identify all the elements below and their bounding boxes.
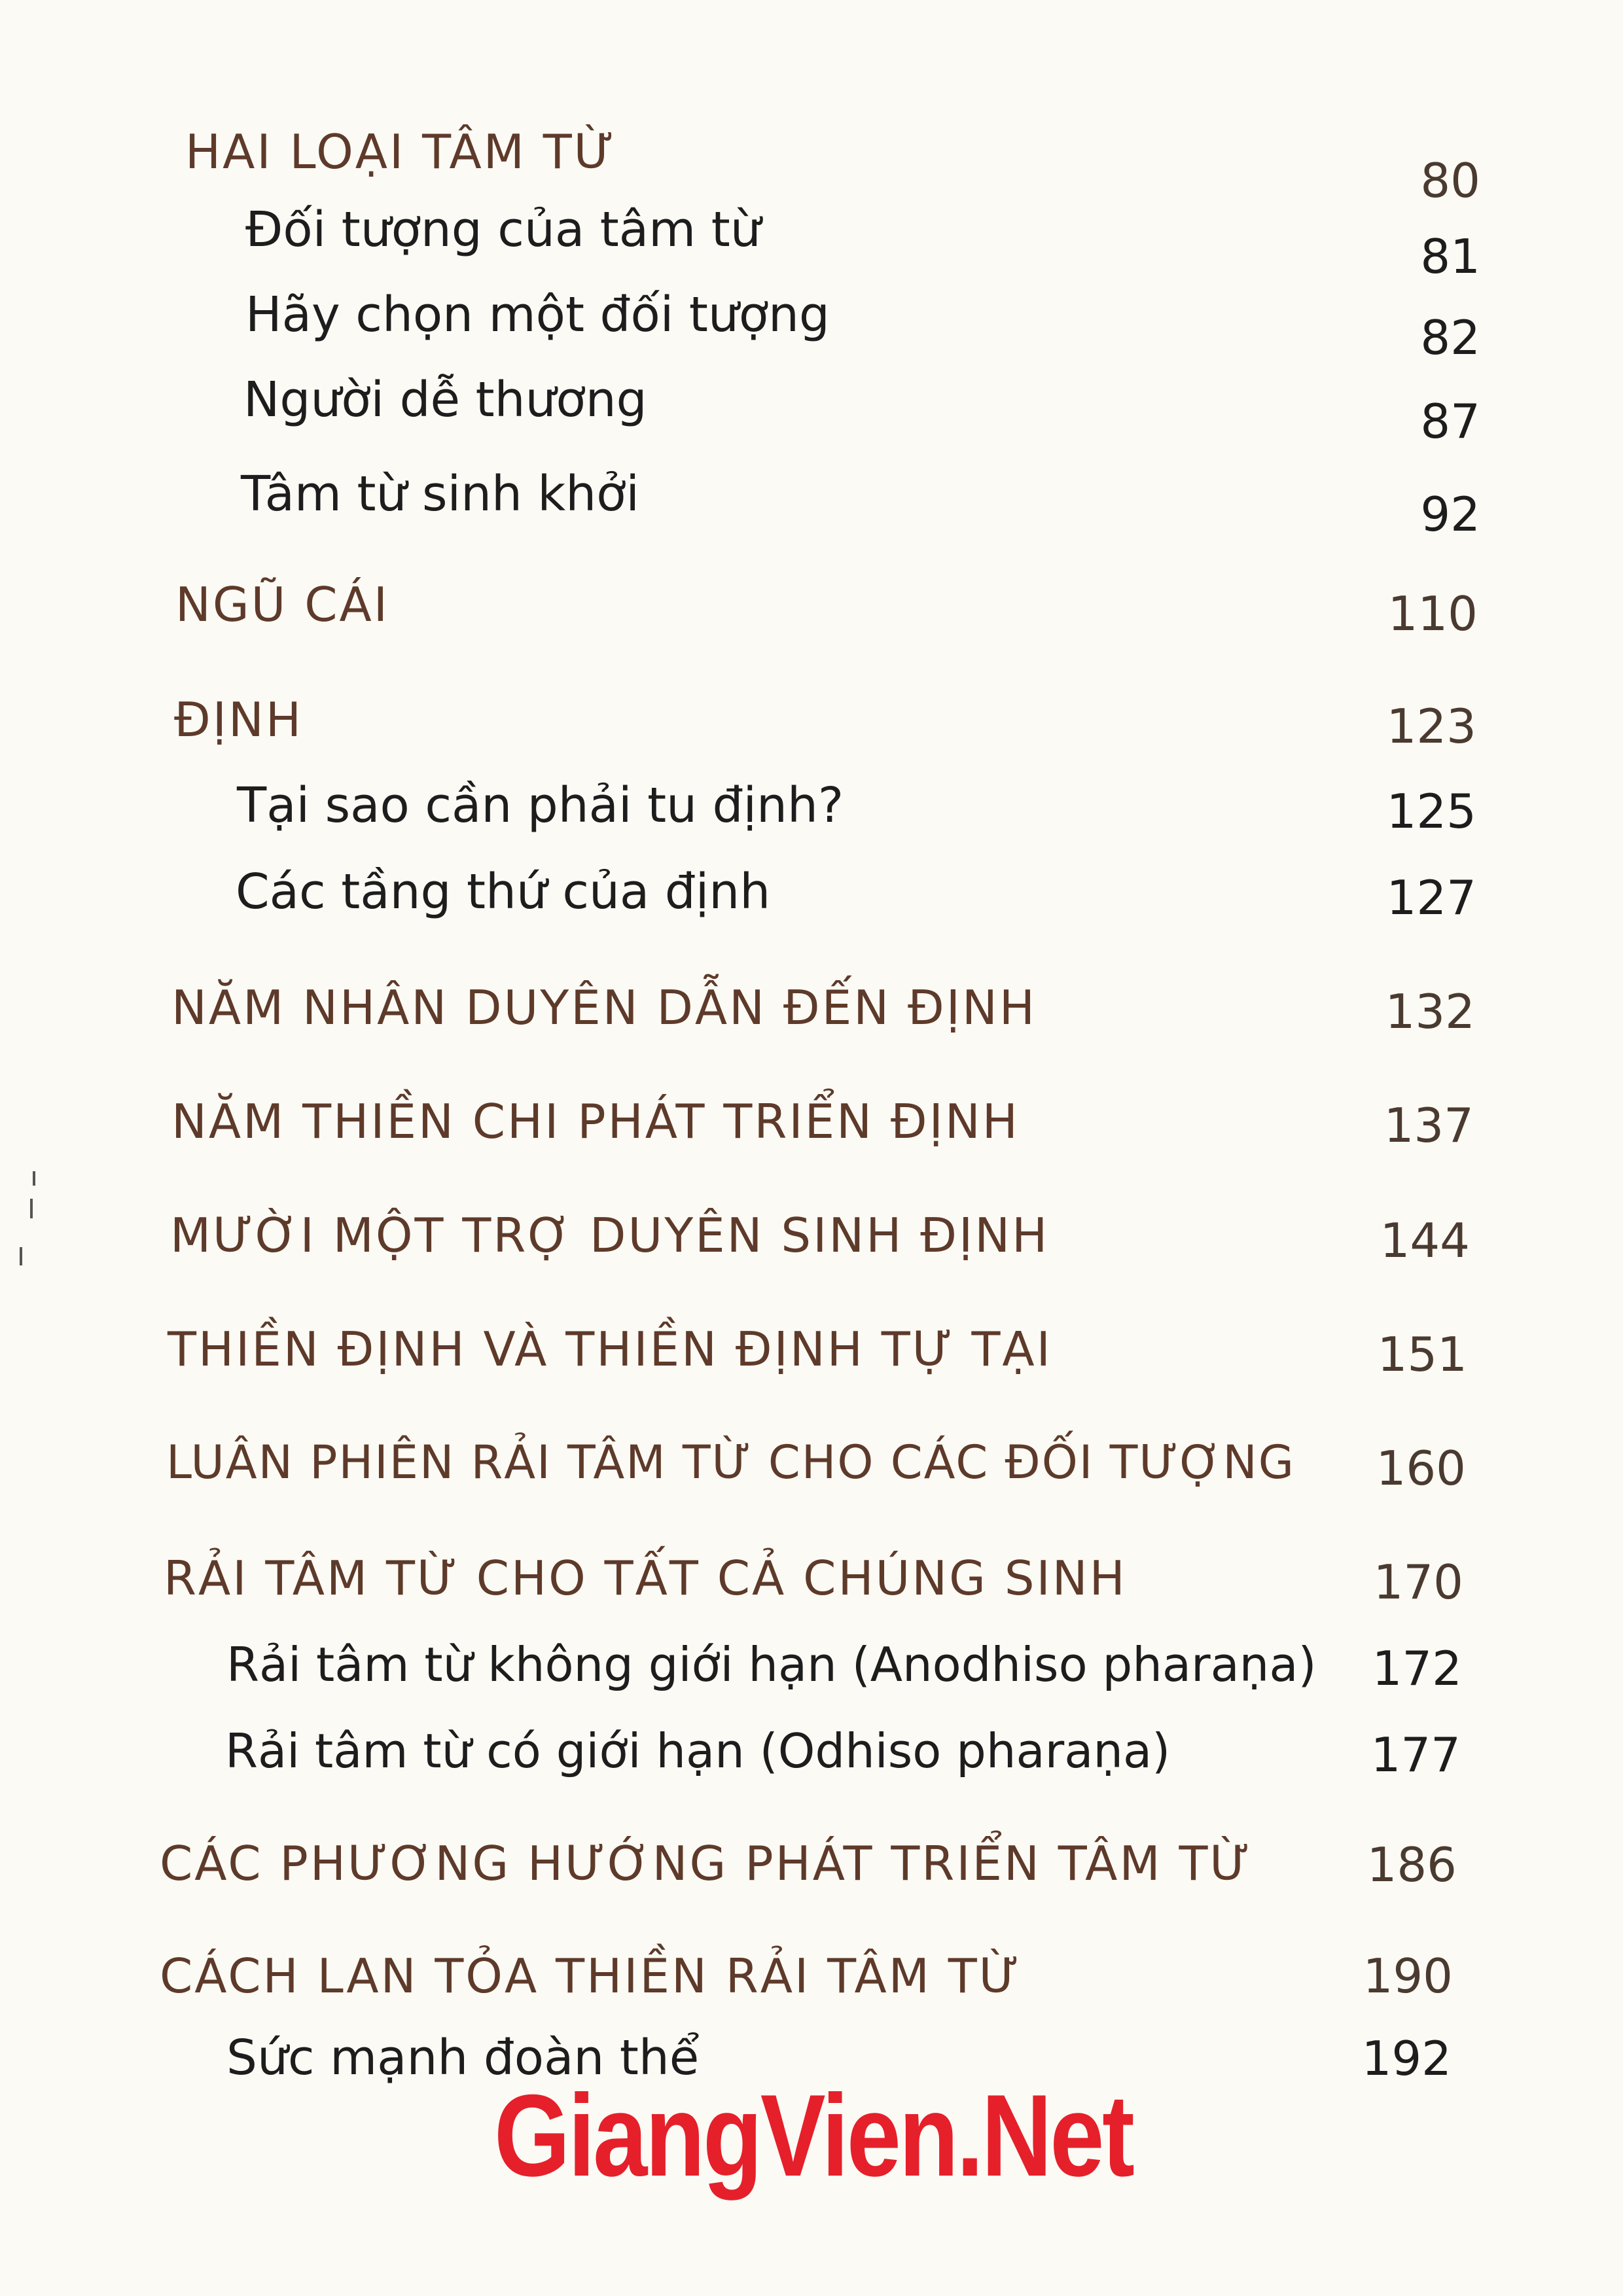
toc-section-title: Rải tâm từ không giới hạn (Anodhiso pharaṇa) — [226, 1637, 1317, 1692]
toc-page-number: 190 — [1363, 1949, 1453, 2004]
toc-page-number: 92 — [1420, 487, 1480, 542]
toc-chapter-title: MƯỜI MỘT TRỢ DUYÊN SINH ĐỊNH — [170, 1208, 1050, 1263]
toc-page-number: 87 — [1420, 394, 1480, 449]
toc-section-title: Các tầng thứ của định — [236, 864, 771, 920]
toc-page-number: 82 — [1420, 310, 1480, 365]
toc-section-title: Tâm từ sinh khởi — [241, 466, 639, 522]
toc-section-title: Người dễ thương — [243, 372, 647, 428]
toc-page-number: 127 — [1386, 870, 1476, 925]
toc-chapter-title: NĂM NHÂN DUYÊN DẪN ĐẾN ĐỊNH — [171, 980, 1037, 1035]
toc-chapter-title: NĂM THIỀN CHI PHÁT TRIỂN ĐỊNH — [171, 1094, 1020, 1149]
toc-chapter-title: ĐỊNH — [174, 692, 304, 747]
toc-section-title: Sức mạnh đoàn thể — [226, 2030, 700, 2086]
toc-page-number: 186 — [1366, 1837, 1457, 1892]
toc-chapter-title: HAI LOẠI TÂM TỪ — [185, 124, 616, 179]
toc-chapter-title: CÁC PHƯƠNG HƯỚNG PHÁT TRIỂN TÂM TỪ — [160, 1836, 1253, 1891]
toc-page-number: 81 — [1420, 229, 1480, 284]
toc-chapter-title: NGŨ CÁI — [175, 577, 389, 632]
watermark-logo: GiangVien.Net — [494, 2070, 1133, 2200]
scan-artifact — [30, 1199, 33, 1218]
toc-page-number: 170 — [1373, 1555, 1463, 1610]
toc-chapter-title: THIỀN ĐỊNH VÀ THIỀN ĐỊNH TỰ TẠI — [168, 1322, 1052, 1377]
toc-page-number: 80 — [1420, 153, 1480, 208]
toc-page-number: 144 — [1380, 1213, 1470, 1268]
toc-page-number: 172 — [1372, 1641, 1462, 1696]
toc-chapter-title: CÁCH LAN TỎA THIỀN RẢI TÂM TỪ — [160, 1949, 1022, 2004]
scan-artifact — [33, 1171, 35, 1186]
toc-section-title: Hãy chọn một đối tượng — [245, 287, 830, 343]
scan-artifact — [20, 1247, 22, 1265]
toc-page-number: 160 — [1376, 1441, 1466, 1496]
toc-page-number: 151 — [1377, 1327, 1467, 1382]
toc-page-number: 137 — [1383, 1098, 1474, 1153]
toc-page-number: 123 — [1386, 699, 1476, 754]
toc-page-number: 110 — [1387, 586, 1478, 641]
toc-section-title: Rải tâm từ có giới hạn (Odhiso pharaṇa) — [225, 1723, 1171, 1778]
toc-page-number: 125 — [1386, 784, 1476, 839]
toc-chapter-title: LUÂN PHIÊN RẢI TÂM TỪ CHO CÁC ĐỐI TƯỢNG — [166, 1436, 1296, 1489]
toc-section-title: Đối tượng của tâm từ — [245, 202, 761, 258]
toc-section-title: Tại sao cần phải tu định? — [237, 777, 844, 834]
toc-chapter-title: RẢI TÂM TỪ CHO TẤT CẢ CHÚNG SINH — [164, 1551, 1127, 1606]
toc-page-number: 132 — [1385, 984, 1475, 1039]
toc-page-number: 177 — [1370, 1727, 1461, 1782]
toc-page-number: 192 — [1361, 2031, 1452, 2086]
